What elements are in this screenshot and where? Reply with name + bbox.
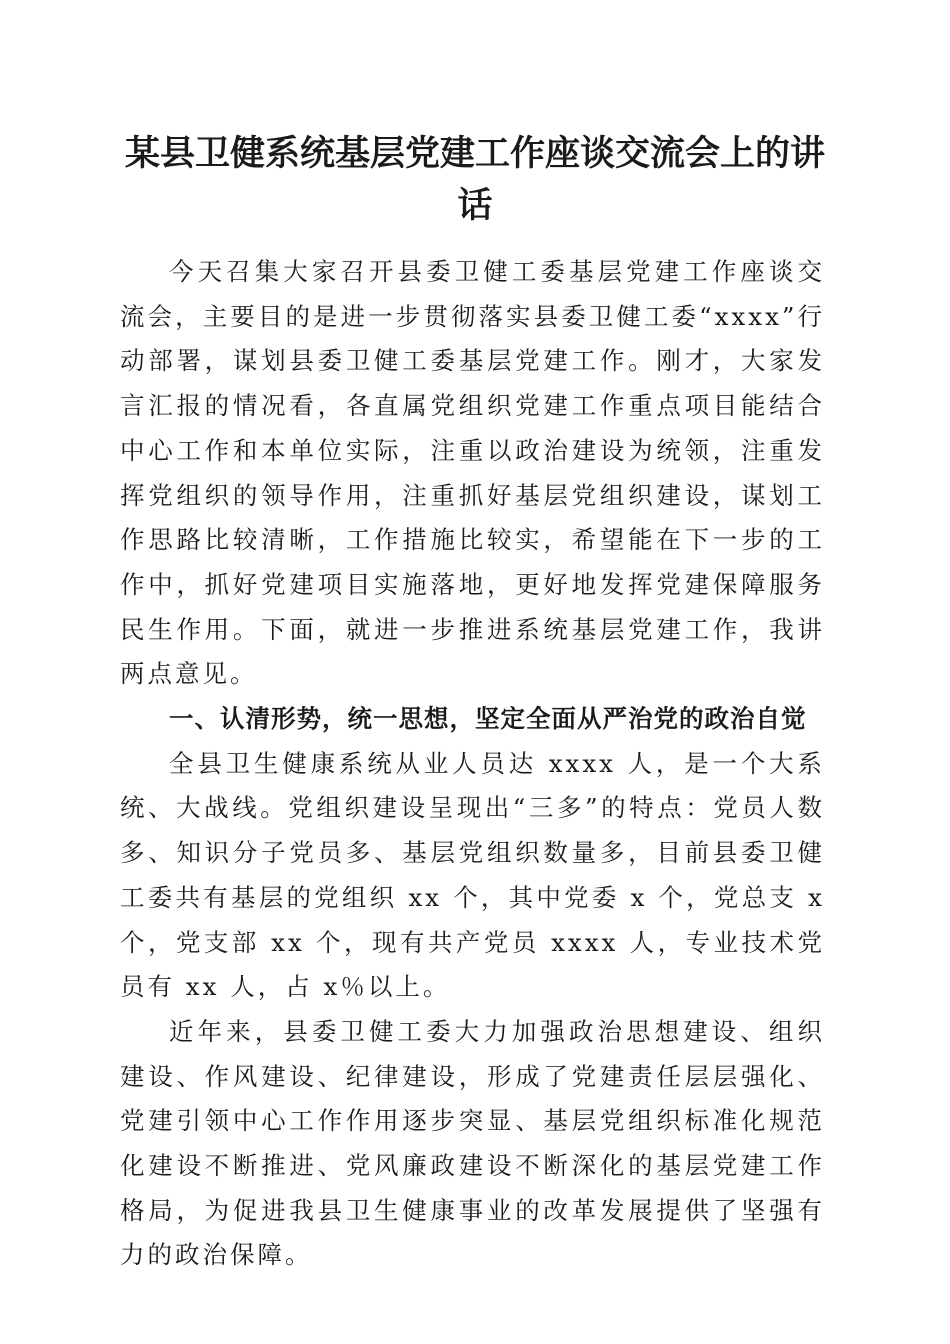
section1-paragraph-2: 近年来，县委卫健工委大力加强政治思想建设、组织建设、作风建设、纪律建设，形成了党建责任层层强化、党建引领中心工作作用逐步突显、基层党组织标准化规范化建设不断推进、党风廉政建设不断深化的基层党建工作格局，为促进我县卫生健康事业的改革发展提供了坚强有力的政治保障。	[120, 1016, 825, 1270]
document-body	[120, 250, 825, 1278]
section-heading-1: 一、认清形势，统一思想，坚定全面从严治党的政治自觉	[169, 704, 807, 734]
section1-paragraph-1: 全县卫生健康系统从业人员达 xxxx 人，是一个大系统、大战线。党组织建设呈现出“三多”的特点：党员人数多、知识分子党员多、基层党组织数量多，目前县委卫健工委共有基层的党组织 xx 个，其中党委 x 个，党总支 x 个，党支部 xx 个，现有共产党员 xxxx 人，专业技术党员有 xx 人，占 x％以上。	[120, 748, 825, 1002]
document-title: 某县卫健系统基层党建工作座谈交流会上的讲话	[124, 133, 825, 226]
intro-paragraph: 今天召集大家召开县委卫健工委基层党建工作座谈交流会，主要目的是进一步贯彻落实县委卫健工委“xxxx”行动部署，谋划县委卫健工委基层党建工作。刚才，大家发言汇报的情况看，各直属党组织党建工作重点项目能结合中心工作和本单位实际，注重以政治建设为统领，注重发挥党组织的领导作用，注重抓好基层党组织建设，谋划工作思路比较清晰，工作措施比较实，希望能在下一步的工作中，抓好党建项目实施落地，更好地发挥党建保障服务民生作用。下面，就进一步推进系统基层党建工作，我讲两点意见。	[120, 257, 825, 689]
